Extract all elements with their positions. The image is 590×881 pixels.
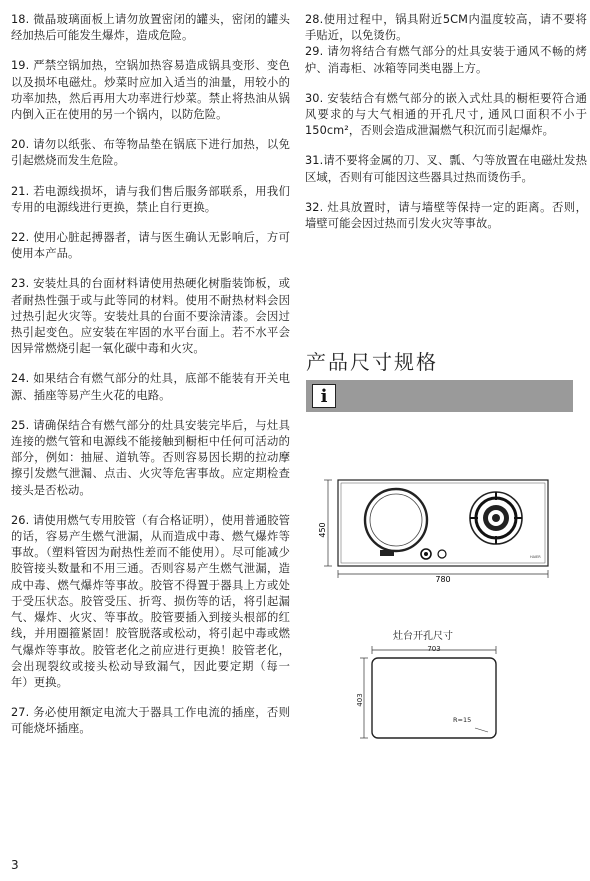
section-title: 产品尺寸规格	[306, 350, 438, 374]
safety-item-32: 32. 灶具放置时，请与墙壁等保持一定的距离。否则，墙壁可能会因过热而引发火灾等事故。	[305, 200, 587, 231]
induction-zone-icon	[365, 489, 427, 551]
safety-item-23: 23. 安装灶具的台面材料请使用热硬化树脂装饰板，或者耐热性强于或与此等同的材料。使用不耐热材料会因过热引起火灾等。安装灶具的台面不要涂清漆。会因过热引起变色。应安装在牢固的水平台面上。若不水平会因异常燃烧引起一氧化碳中毒和火灾。	[11, 277, 290, 356]
right-column	[305, 12, 587, 232]
cutout-width-label: 703	[427, 645, 441, 653]
width-label: 780	[435, 575, 451, 584]
safety-item-31: 31.请不要将金属的刀、叉、瓢、勺等放置在电磁灶发热区域，否则有可能因这些器具过热而烫伤手。	[305, 154, 587, 184]
safety-item-26: 26. 请使用燃气专用胶管（有合格证明），使用普通胶管的话，容易产生燃气泄漏，从而造成中毒、燃气爆炸等事故。（塑料管因为耐热性差而不能使用）。尽可能减少胶管接头数量和不用三通。否则容易产生燃气泄漏，造成中毒、燃气爆炸等事故。胶管不得置于器具上方或处于受压状态。胶管受压、折弯、损伤等的话，将引起漏气、爆炸、火灾、等事故。胶管要插入到接头根部的红线，并用圈箍紧固！胶管脱落或松动，将引起中毒或燃气爆炸等事故。胶管老化之前应进行更换！胶管老化，会出现裂纹或接头松动导致漏气，因此要定期（每一年）更换。	[11, 513, 290, 689]
safety-item-25: 25. 请确保结合有燃气部分的灶具安装完毕后，与灶具连接的燃气管和电源线不能接触到橱柜中任何可活动的部分，例如：抽屉、道轨等。否则容易因长期的拉动摩擦引发燃气泄漏、点击、火灾等危害事故。应定期检查接头是否松动。	[11, 418, 290, 497]
safety-item-21: 21. 若电源线损坏，请与我们售后服务部联系，用我们专用的电源线进行更换，禁止自行更换。	[11, 184, 290, 214]
brand-label: HAIER	[530, 555, 541, 559]
cutout-dimension-drawing	[355, 642, 505, 742]
safety-item-20: 20. 请勿以纸张、布等物品垫在锅底下进行加热，以免引起燃烧而发生危险。	[11, 138, 290, 168]
radius-label: R=15	[453, 716, 472, 724]
safety-item-24: 24. 如果结合有燃气部分的灶具，底部不能装有开关电源、插座等易产生火花的电路。	[11, 372, 290, 402]
cutout-title: 灶台开孔尺寸	[393, 631, 453, 642]
left-column	[11, 12, 290, 738]
safety-item-29: 29. 请勿将结合有燃气部分的灶具安装于通风不畅的烤炉、消毒柜、冰箱等同类电器上方。	[305, 45, 587, 75]
control-display-icon	[380, 550, 394, 556]
depth-label: 450	[318, 522, 327, 538]
safety-item-28: 28.使用过程中，锅具附近5CM内温度较高，请不要将手贴近，以免烫伤。	[305, 13, 587, 43]
cutout-outline	[372, 658, 496, 738]
info-icon	[312, 384, 336, 408]
safety-item-18: 18. 微晶玻璃面板上请勿放置密闭的罐头，密闭的罐头经加热后可能发生爆炸，造成危险。	[11, 13, 290, 43]
cutout-depth-label: 403	[356, 693, 364, 707]
safety-item-27: 27. 务必使用额定电流大于器具工作电流的插座，否则可能烧坏插座。	[11, 706, 290, 736]
product-dimension-drawing	[318, 470, 558, 585]
ignition-knob-icon	[438, 550, 446, 558]
safety-item-30: 30. 安装结合有燃气部分的嵌入式灶具的橱柜要符合通风要求的与大气相通的开孔尺寸, 通风口面积不小于150cm²，否则会造成泄漏燃气积沉而引起爆炸。	[305, 91, 587, 138]
page-number: 3	[11, 858, 19, 872]
safety-item-19: 19. 严禁空锅加热，空锅加热容易造成锅具变形、变色以及损坏电磁灶。炒菜时应加入适当的油量，用较小的功率加热，然后再用大功率进行炒菜。禁止将热油从锅内倒入正在使用的另一个锅内，以防危险。	[11, 59, 290, 122]
info-icon-glyph: i	[320, 385, 328, 407]
info-bar	[306, 380, 573, 412]
safety-item-22: 22. 使用心脏起搏器者，请与医生确认无影响后，方可使用本产品。	[11, 231, 290, 261]
